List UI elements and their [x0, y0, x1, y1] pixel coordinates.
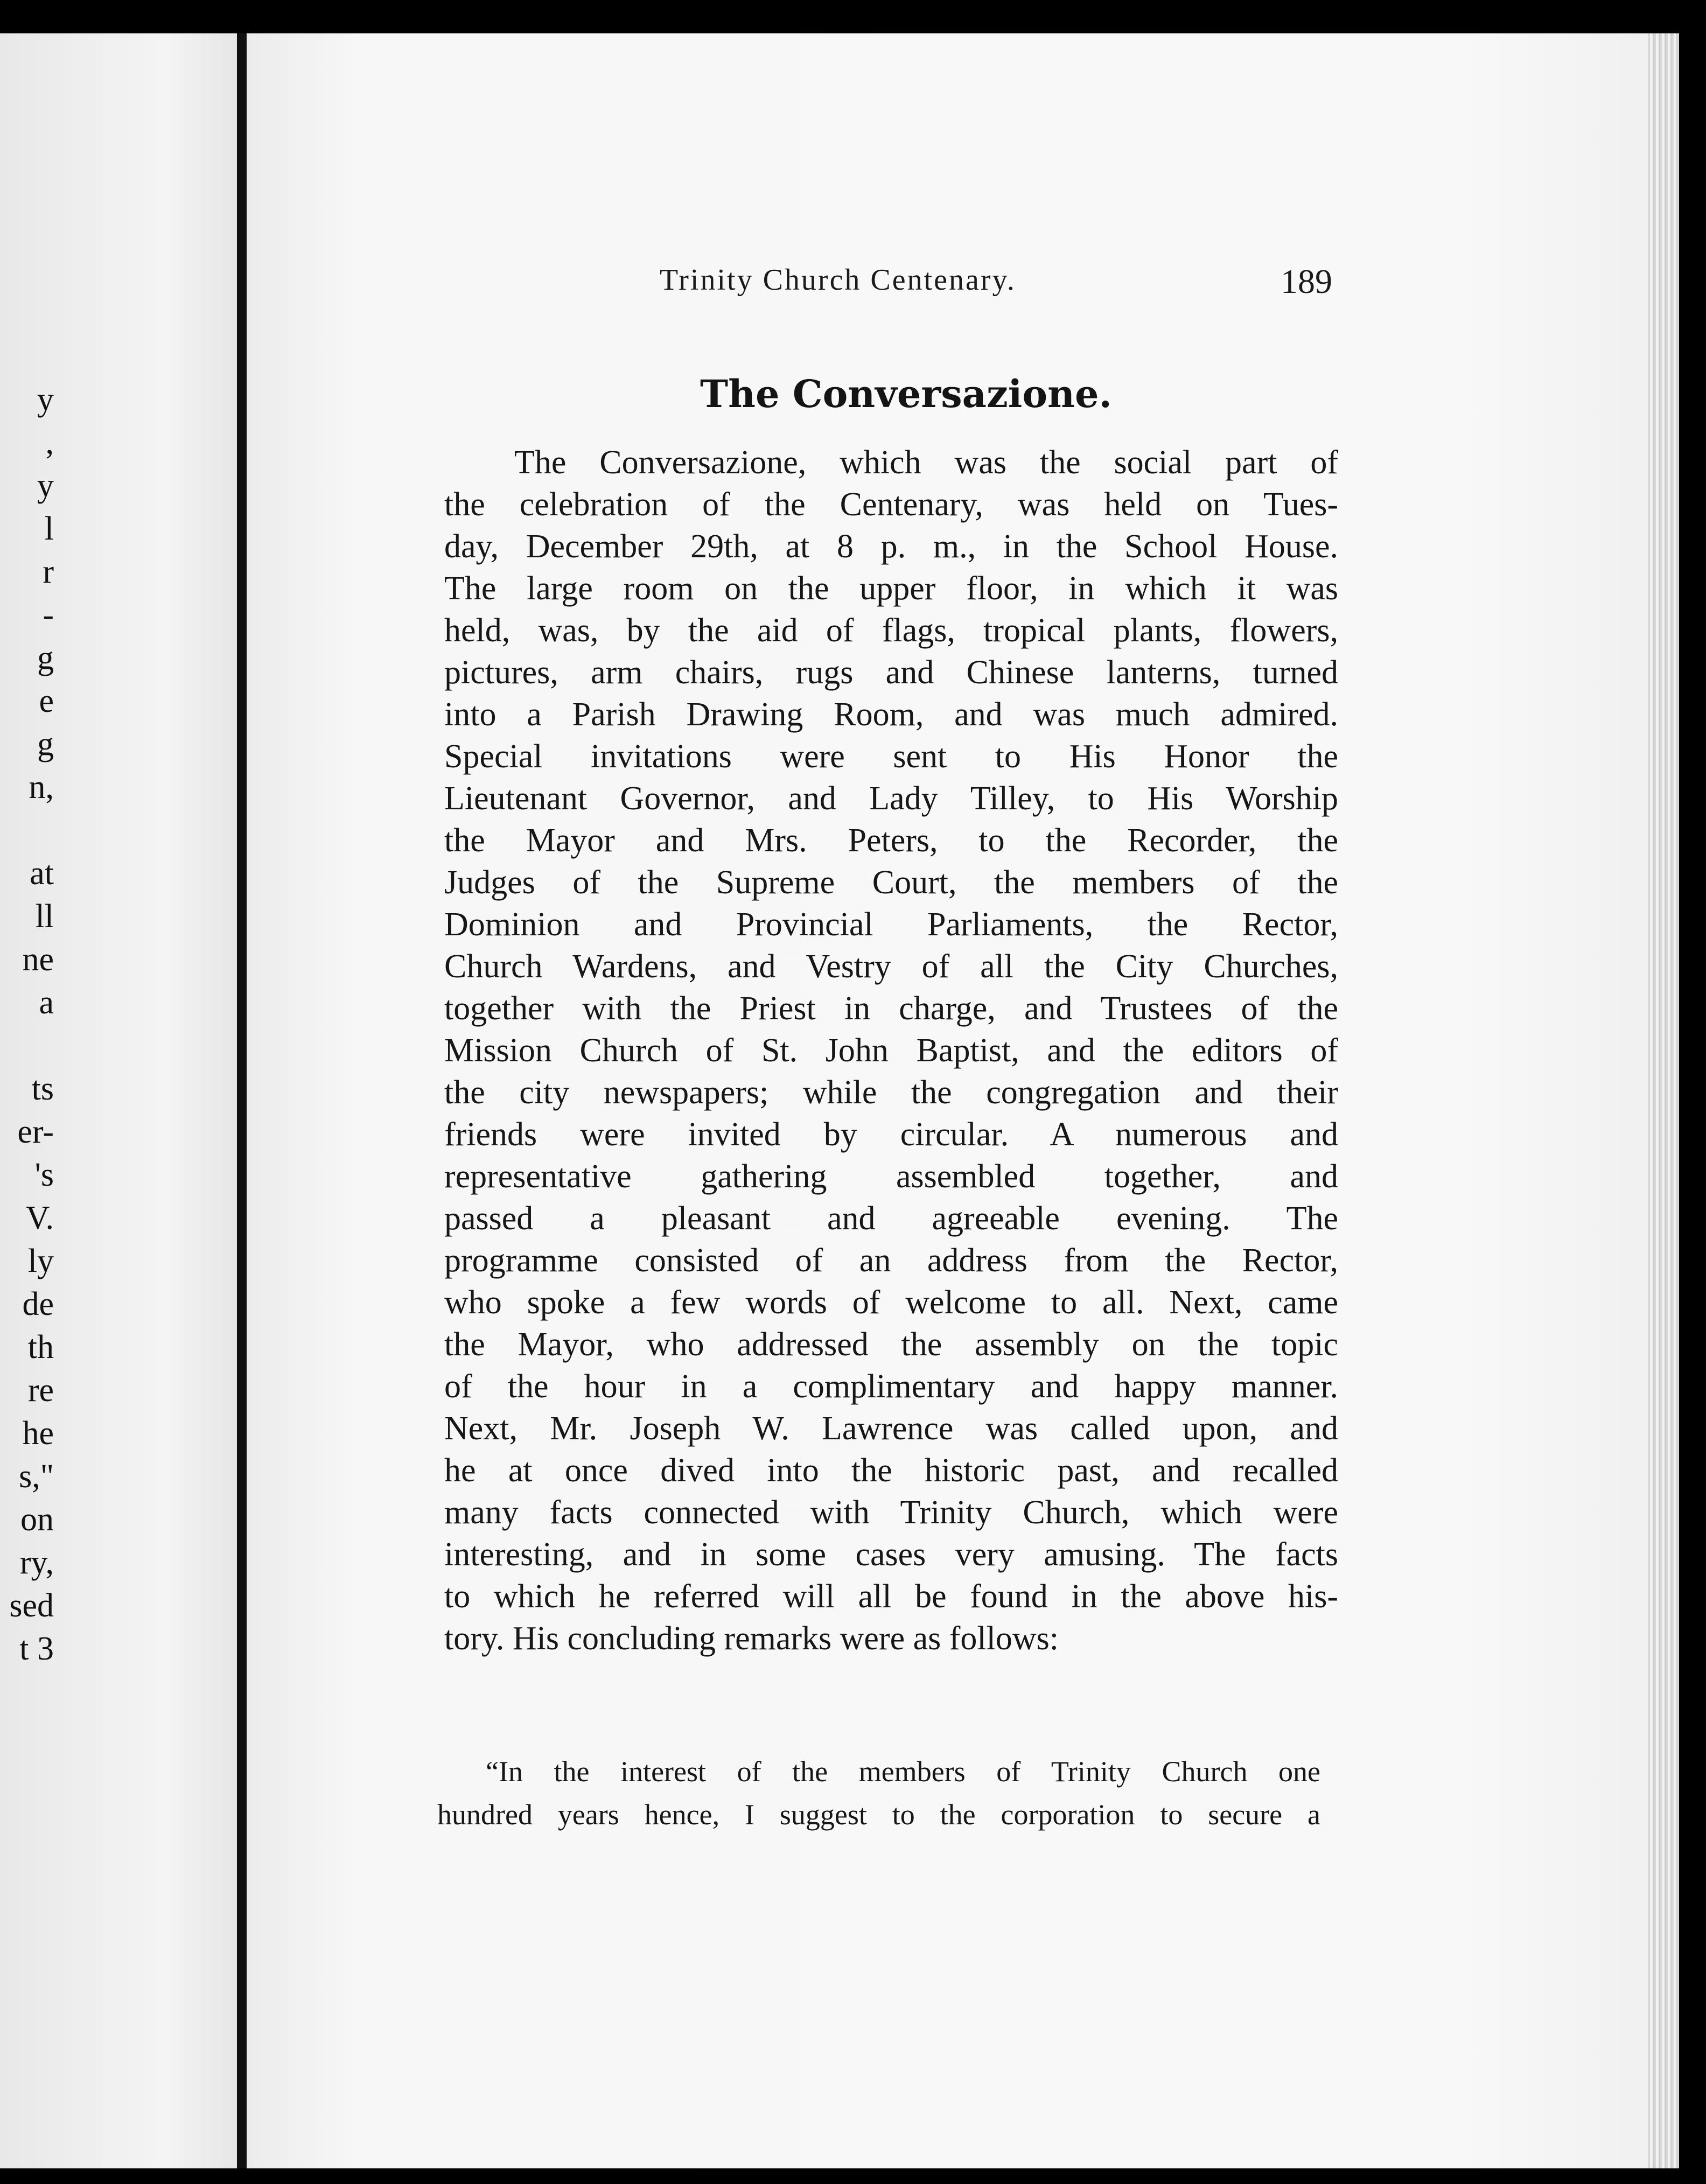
body-line: Judges of the Supreme Court, the members of the [444, 864, 1338, 901]
left-page-fragment: re [27, 1372, 54, 1409]
body-line: who spoke a few words of welcome to all. Next, came [444, 1284, 1338, 1321]
left-page-fragment: er- [17, 1114, 54, 1150]
body-line: Mission Church of St. John Baptist, and the editors of [444, 1032, 1338, 1069]
body-line: Next, Mr. Joseph W. Lawrence was called upon, and [444, 1410, 1338, 1447]
body-line: the Mayor, who addressed the assembly on the topic [444, 1326, 1338, 1363]
left-page-fragment: g [37, 726, 54, 762]
body-line: day, December 29th, at 8 p. m., in the School House. [444, 528, 1338, 565]
left-page-fragment: a [39, 984, 54, 1021]
body-line: to which he referred will all be found in the above his- [444, 1578, 1338, 1615]
section-title: The Conversazione. [700, 372, 1112, 416]
scan-bottom-border [0, 2168, 1706, 2184]
left-page-fragment [0, 809, 54, 852]
body-line: the city newspapers; while the congregation and their [444, 1074, 1338, 1111]
left-page-text-fragments [0, 378, 54, 1670]
left-page-fragment: de [22, 1286, 54, 1322]
left-page-fragment: at [30, 855, 54, 892]
left-page-fragment: , [45, 424, 54, 461]
body-line: into a Parish Drawing Room, and was much admired. [444, 696, 1338, 733]
left-page-fragment: th [27, 1329, 54, 1366]
body-line: The Conversazione, which was the social part of [514, 444, 1338, 481]
body-line: Lieutenant Governor, and Lady Tilley, to His Worship [444, 780, 1338, 817]
body-line: passed a pleasant and agreeable evening. The [444, 1200, 1338, 1237]
body-line: Church Wardens, and Vestry of all the City Churches, [444, 948, 1338, 985]
left-page-fragment: n, [29, 769, 54, 806]
body-line: representative gathering assembled together, and [444, 1158, 1338, 1195]
left-page-fragment: ts [31, 1070, 54, 1107]
body-line: held, was, by the aid of flags, tropical plants, flowers, [444, 612, 1338, 649]
body-line: many facts connected with Trinity Church, which were [444, 1494, 1338, 1531]
body-line: together with the Priest in charge, and Trustees of the [444, 990, 1338, 1027]
quote-line: “In the interest of the members of Trinity Church one [486, 1755, 1320, 1788]
body-line: the Mayor and Mrs. Peters, to the Recorder, the [444, 822, 1338, 859]
body-line: the celebration of the Centenary, was held on Tues- [444, 486, 1338, 523]
body-line: interesting, and in some cases very amusing. The facts [444, 1536, 1338, 1573]
left-facing-page [0, 33, 237, 2168]
page-edges [1648, 33, 1679, 2168]
left-page-fragment: s," [19, 1458, 54, 1495]
body-line: programme consisted of an address from the Rector, [444, 1242, 1338, 1279]
left-page-fragment: ll [35, 898, 54, 935]
left-page-fragment: ne [22, 941, 54, 978]
left-page-fragment [0, 1024, 54, 1067]
left-page-fragment: y [37, 467, 54, 504]
left-page-fragment: y [37, 381, 54, 418]
body-line: friends were invited by circular. A numerous and [444, 1116, 1338, 1153]
book-gutter [237, 33, 247, 2168]
body-paragraph [444, 442, 1338, 1660]
left-page-fragment: - [43, 597, 54, 633]
page-number: 189 [1281, 262, 1332, 300]
left-page-fragment: e [39, 683, 54, 719]
body-line: tory. His concluding remarks were as follows: [444, 1620, 1059, 1657]
left-page-fragment: he [22, 1415, 54, 1452]
quote-line: hundred years hence, I suggest to the corporation to secure a [437, 1798, 1320, 1831]
body-line: Special invitations were sent to His Honor the [444, 738, 1338, 775]
body-line: Dominion and Provincial Parliaments, the Rector, [444, 906, 1338, 943]
left-page-fragment: on [20, 1501, 54, 1538]
left-page-fragment: ry, [19, 1544, 54, 1581]
body-line: pictures, arm chairs, rugs and Chinese lanterns, turned [444, 654, 1338, 691]
left-page-fragment: g [37, 640, 54, 676]
left-page-fragment: r [43, 554, 54, 590]
left-page-fragment: t 3 [19, 1630, 54, 1667]
body-line: of the hour in a complimentary and happy manner. [444, 1368, 1338, 1405]
left-page-fragment: ly [27, 1243, 54, 1279]
left-page-fragment: 's [34, 1157, 54, 1193]
left-page-fragment: sed [9, 1587, 54, 1624]
running-head: Trinity Church Centenary. [660, 263, 1016, 297]
body-line: The large room on the upper floor, in which it was [444, 570, 1338, 607]
quoted-remarks [437, 1750, 1320, 1836]
left-page-fragment: l [44, 510, 54, 547]
left-page-fragment: V. [25, 1200, 54, 1236]
body-line: he at once dived into the historic past, and recalled [444, 1452, 1338, 1489]
